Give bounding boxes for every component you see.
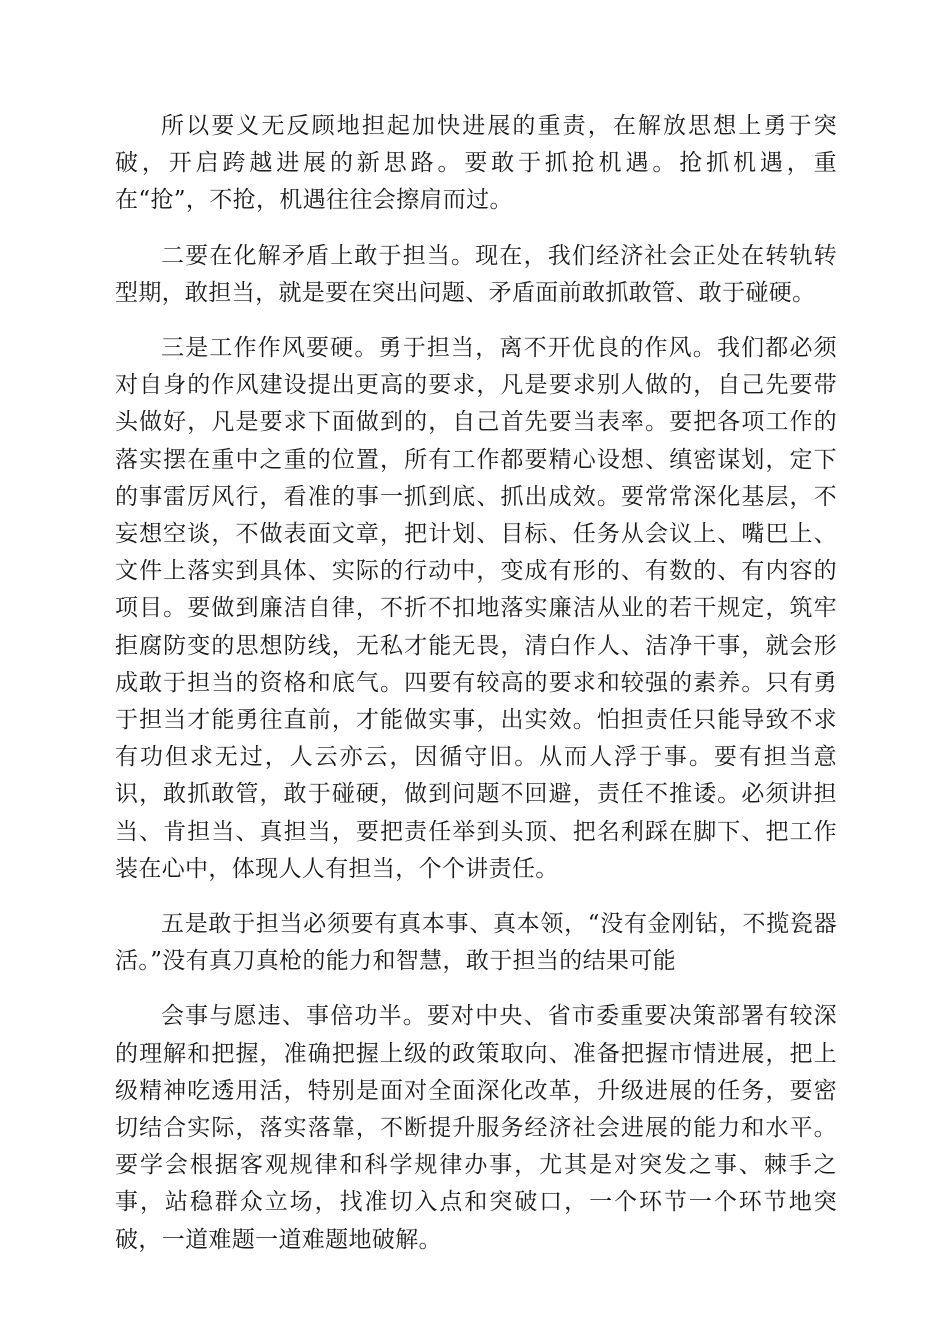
paragraph-5: 会事与愿违、事倍功半。要对中央、省市委重要决策部署有较深的理解和把握，准确把握上级的政策取向、准备把握市情进展，把上级精神吃透用活，特别是面对全面深化改革，升级进展的任务，要密切结合实际，落实落靠，不断提升服务经济社会进展的能力和水平。要学会根据客观规律和科学规律办事，尤其是对突发之事、棘手之事，站稳群众立场，找准切入点和突破口，一个环节一个环节地突破，一道难题一道难题地破解。 [115,1003,837,1253]
paragraph-2: 二要在化解矛盾上敢于担当。现在，我们经济社会正处在转轨转型期，敢担当，就是要在突出问题、矛盾面前敢抓敢管、敢于碰硬。 [115,242,837,306]
paragraph-4: 五是敢于担当必须要有真本事、真本领，“没有金刚钻，不揽瓷器活。”没有真刀真枪的能力和智慧，敢于担当的结果可能 [115,911,837,975]
paragraph-3: 三是工作作风要硬。勇于担当，离不开优良的作风。我们都必须对自身的作风建设提出更高的要求，凡是要求别人做的，自己先要带头做好，凡是要求下面做到的，自己首先要当表率。要把各项工作的落实摆在重中之重的位置，所有工作都要精心设想、缜密谋划，定下的事雷厉风行，看准的事一抓到底、抓出成效。要常常深化基层，不妄想空谈，不做表面文章，把计划、目标、任务从会议上、嘴巴上、文件上落实到具体、实际的行动中，变成有形的、有数的、有内容的项目。要做到廉洁自律，不折不扣地落实廉洁从业的若干规定，筑牢拒腐防变的思想防线，无私才能无畏，清白作人、洁净干事，就会形成敢于担当的资格和底气。四要有较高的要求和较强的素养。只有勇于担当才能勇往直前，才能做实事，出实效。怕担责任只能导致不求有功但求无过，人云亦云，因循守旧。从而人浮于事。要有担当意识，敢抓敢管，敢于碰硬，做到问题不回避，责任不推诿。必须讲担当、肯担当、真担当，要把责任举到头顶、把名利踩在脚下、把工作装在心中，体现人人有担当，个个讲责任。 [115,335,837,882]
document-body [115,108,837,1259]
paragraph-1: 所以要义无反顾地担起加快进展的重责，在解放思想上勇于突破，开启跨越进展的新思路。要敢于抓抢机遇。抢抓机遇，重在“抢”，不抢，机遇往往会擦肩而过。 [115,113,837,214]
